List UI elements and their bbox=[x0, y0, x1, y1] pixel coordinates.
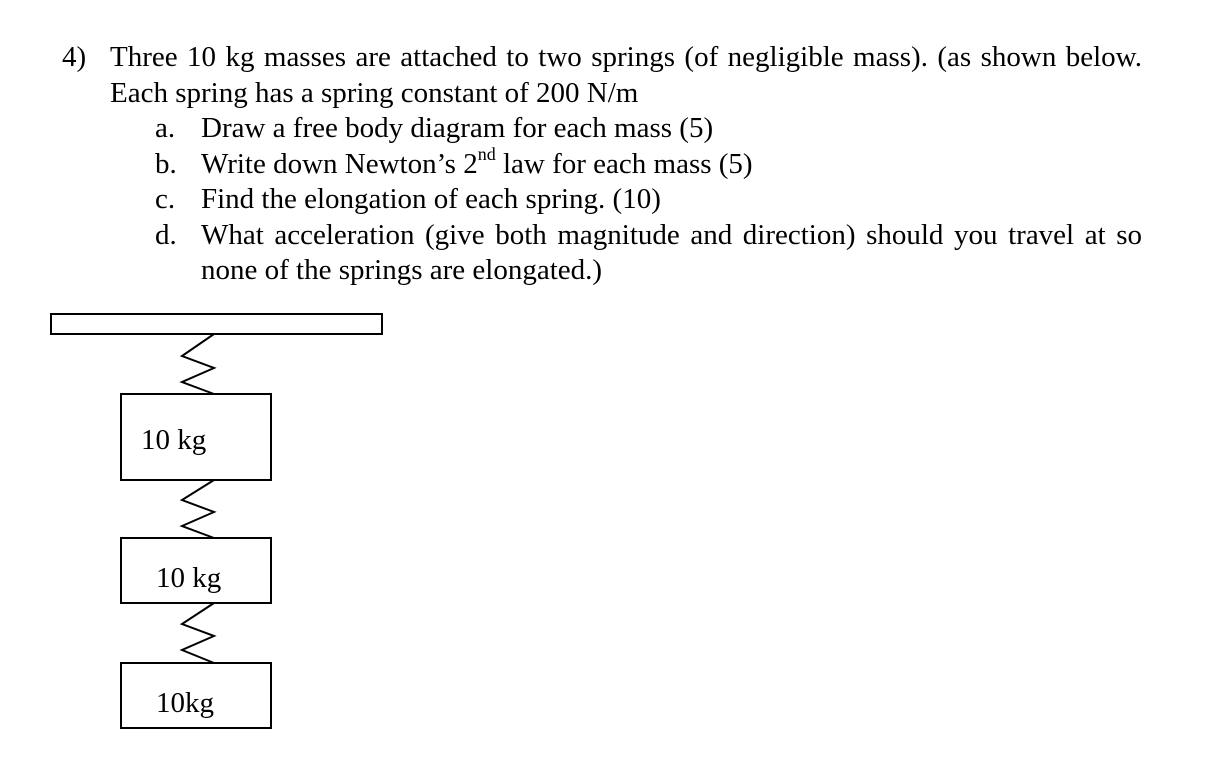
mass-label-1: 10 kg bbox=[141, 424, 207, 456]
part-text: Find the elongation of each spring. (10) bbox=[201, 183, 661, 215]
spring-1 bbox=[182, 334, 214, 394]
part-letter: d. bbox=[155, 218, 177, 251]
superscript: nd bbox=[477, 143, 496, 164]
mass-label-3: 10kg bbox=[156, 687, 214, 719]
part-text: What acceleration (give both magnitude and direction) should you travel at so none of the springs are elongated.) bbox=[201, 218, 1142, 286]
part-text: Write down Newton’s 2nd law for each mass (5) bbox=[201, 143, 753, 180]
spring-2 bbox=[182, 480, 214, 538]
part-letter: b. bbox=[155, 147, 177, 180]
problem-number: 4) bbox=[62, 41, 87, 73]
spring-3 bbox=[182, 603, 214, 663]
problem-statement: Three 10 kg masses are attached to two springs (of negligible mass). (as shown below. Each spring has a spring constant of 200 N/m bbox=[110, 41, 1142, 109]
part-letter: c. bbox=[155, 183, 176, 215]
part-text: Draw a free body diagram for each mass (5) bbox=[201, 112, 714, 144]
part-letter: a. bbox=[155, 112, 176, 144]
ceiling-support bbox=[51, 314, 382, 334]
mass-label-2: 10 kg bbox=[156, 562, 222, 594]
